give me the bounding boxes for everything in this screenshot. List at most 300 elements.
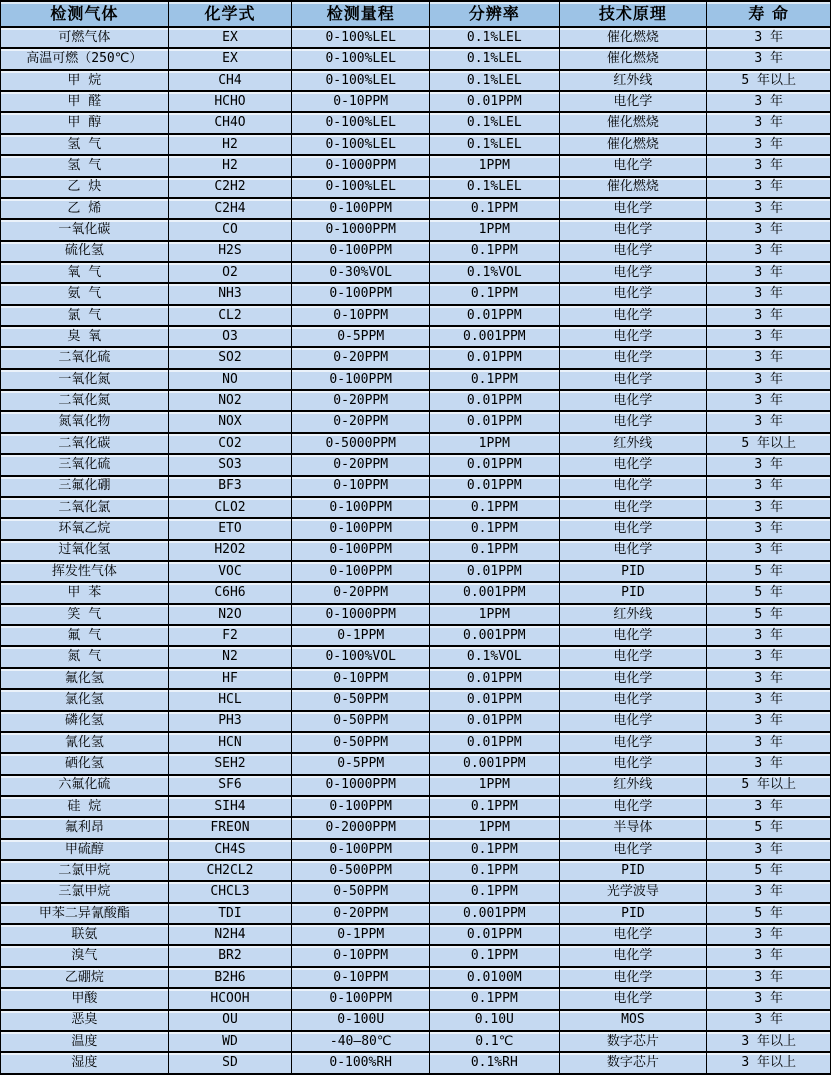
cell: 红外线 — [559, 775, 707, 796]
cell: 氮氧化物 — [1, 411, 169, 432]
cell: 0-30%VOL — [292, 262, 430, 283]
cell: 电化学 — [559, 711, 707, 732]
cell: 电化学 — [559, 668, 707, 689]
cell: MOS — [559, 1010, 707, 1031]
table-row — [1, 198, 831, 219]
cell: 电化学 — [559, 646, 707, 667]
cell: SIH4 — [168, 796, 292, 817]
table-row — [1, 668, 831, 689]
cell: H2S — [168, 241, 292, 262]
cell: 0-10PPM — [292, 91, 430, 112]
cell: 5 年以上 — [707, 433, 831, 454]
table-row — [1, 689, 831, 710]
cell: 5 年 — [707, 561, 831, 582]
cell: 0-100%LEL — [292, 177, 430, 198]
cell: 3 年 — [707, 625, 831, 646]
cell: 0-100PPM — [292, 988, 430, 1009]
table-row — [1, 945, 831, 966]
cell: 六氟化硫 — [1, 775, 169, 796]
cell: 3 年 — [707, 646, 831, 667]
cell: 0.1%LEL — [430, 48, 559, 69]
cell: 0-100%LEL — [292, 27, 430, 48]
cell: 0.1PPM — [430, 860, 559, 881]
cell: 电化学 — [559, 967, 707, 988]
cell: 电化学 — [559, 155, 707, 176]
cell: 3 年 — [707, 945, 831, 966]
cell: CO2 — [168, 433, 292, 454]
cell: 0.01PPM — [430, 411, 559, 432]
column-header: 分辨率 — [430, 1, 559, 27]
cell: 3 年 — [707, 839, 831, 860]
table-row — [1, 347, 831, 368]
cell: 乙硼烷 — [1, 967, 169, 988]
cell: 红外线 — [559, 433, 707, 454]
cell: 5 年 — [707, 817, 831, 838]
cell: 3 年 — [707, 988, 831, 1009]
cell: 0.01PPM — [430, 91, 559, 112]
cell: 氢 气 — [1, 155, 169, 176]
table-row — [1, 283, 831, 304]
cell: 电化学 — [559, 241, 707, 262]
cell: 0.1PPM — [430, 518, 559, 539]
cell: 0-50PPM — [292, 732, 430, 753]
table-row — [1, 241, 831, 262]
cell: 0-20PPM — [292, 454, 430, 475]
cell: 0.1%LEL — [430, 112, 559, 133]
cell: 甲 醛 — [1, 91, 169, 112]
table-row — [1, 1031, 831, 1052]
cell: 电化学 — [559, 476, 707, 497]
cell: 0-1PPM — [292, 625, 430, 646]
cell: HCHO — [168, 91, 292, 112]
cell: 3 年 — [707, 476, 831, 497]
cell: H2 — [168, 134, 292, 155]
cell: 0-20PPM — [292, 903, 430, 924]
cell: 0.1PPM — [430, 881, 559, 902]
cell: 1PPM — [430, 817, 559, 838]
cell: C2H4 — [168, 198, 292, 219]
cell: 3 年 — [707, 283, 831, 304]
cell: 溴气 — [1, 945, 169, 966]
cell: 0-100%LEL — [292, 134, 430, 155]
cell: 0-500PPM — [292, 860, 430, 881]
column-header: 化学式 — [168, 1, 292, 27]
cell: 0-10PPM — [292, 967, 430, 988]
cell: 3 年 — [707, 454, 831, 475]
table-row — [1, 70, 831, 91]
cell: 电化学 — [559, 198, 707, 219]
cell: BR2 — [168, 945, 292, 966]
cell: 3 年 — [707, 796, 831, 817]
cell: 3 年 — [707, 753, 831, 774]
cell: 催化燃烧 — [559, 27, 707, 48]
cell: SF6 — [168, 775, 292, 796]
cell: PID — [559, 561, 707, 582]
cell: 二氯甲烷 — [1, 860, 169, 881]
table-row — [1, 134, 831, 155]
cell: 0.01PPM — [430, 711, 559, 732]
cell: 催化燃烧 — [559, 177, 707, 198]
cell: PID — [559, 903, 707, 924]
cell: 0.01PPM — [430, 924, 559, 945]
cell: 0-1000PPM — [292, 155, 430, 176]
cell: 笑 气 — [1, 604, 169, 625]
cell: 3 年 — [707, 198, 831, 219]
cell: 红外线 — [559, 70, 707, 91]
cell: 温度 — [1, 1031, 169, 1052]
cell: 0.01PPM — [430, 561, 559, 582]
cell: 0.01PPM — [430, 305, 559, 326]
cell: NO2 — [168, 390, 292, 411]
cell: 0-100%RH — [292, 1052, 430, 1074]
cell: 0-1000PPM — [292, 219, 430, 240]
cell: NO — [168, 369, 292, 390]
cell: FREON — [168, 817, 292, 838]
cell: 乙 烯 — [1, 198, 169, 219]
cell: 3 年 — [707, 518, 831, 539]
table-row — [1, 625, 831, 646]
cell: 高温可燃（250℃） — [1, 48, 169, 69]
cell: 0.1℃ — [430, 1031, 559, 1052]
cell: NOX — [168, 411, 292, 432]
cell: 0.01PPM — [430, 476, 559, 497]
cell: 3 年 — [707, 390, 831, 411]
cell: 1PPM — [430, 155, 559, 176]
table-row — [1, 711, 831, 732]
cell: 0.01PPM — [430, 668, 559, 689]
cell: 0-10PPM — [292, 476, 430, 497]
cell: 氨 气 — [1, 283, 169, 304]
cell: 0.1PPM — [430, 945, 559, 966]
cell: 0.1%RH — [430, 1052, 559, 1074]
cell: O3 — [168, 326, 292, 347]
cell: 乙 炔 — [1, 177, 169, 198]
cell: 一氧化氮 — [1, 369, 169, 390]
cell: 二氧化硫 — [1, 347, 169, 368]
cell: 3 年 — [707, 411, 831, 432]
cell: 电化学 — [559, 924, 707, 945]
table-row — [1, 881, 831, 902]
table-row — [1, 924, 831, 945]
cell: 0.0100M — [430, 967, 559, 988]
cell: OU — [168, 1010, 292, 1031]
cell: CL2 — [168, 305, 292, 326]
cell: 联氨 — [1, 924, 169, 945]
cell: 0-20PPM — [292, 411, 430, 432]
cell: CH4O — [168, 112, 292, 133]
cell: 0.01PPM — [430, 689, 559, 710]
header-row — [1, 1, 831, 27]
table-row — [1, 582, 831, 603]
cell: 氟化氢 — [1, 668, 169, 689]
cell: 0-100PPM — [292, 497, 430, 518]
table-row — [1, 903, 831, 924]
cell: 0.10U — [430, 1010, 559, 1031]
cell: 0-2000PPM — [292, 817, 430, 838]
cell: 0.01PPM — [430, 454, 559, 475]
table-row — [1, 518, 831, 539]
table-row — [1, 753, 831, 774]
cell: 0.1%VOL — [430, 646, 559, 667]
cell: 0.1PPM — [430, 796, 559, 817]
cell: 红外线 — [559, 604, 707, 625]
table-row — [1, 732, 831, 753]
cell: 0.1%LEL — [430, 177, 559, 198]
table-row — [1, 155, 831, 176]
cell: N2O — [168, 604, 292, 625]
cell: 0.1%LEL — [430, 27, 559, 48]
cell: 光学波导 — [559, 881, 707, 902]
table-row — [1, 219, 831, 240]
cell: 0.1PPM — [430, 988, 559, 1009]
cell: 0.1PPM — [430, 369, 559, 390]
cell: 氢 气 — [1, 134, 169, 155]
cell: 二氧化氮 — [1, 390, 169, 411]
cell: 3 年 — [707, 155, 831, 176]
table-row — [1, 305, 831, 326]
table-row — [1, 433, 831, 454]
cell: 0.1PPM — [430, 839, 559, 860]
cell: 三氯甲烷 — [1, 881, 169, 902]
cell: 0-10PPM — [292, 668, 430, 689]
cell: 0.001PPM — [430, 326, 559, 347]
table-row — [1, 27, 831, 48]
cell: 电化学 — [559, 219, 707, 240]
cell: SO3 — [168, 454, 292, 475]
cell: 0-100%VOL — [292, 646, 430, 667]
cell: TDI — [168, 903, 292, 924]
cell: O2 — [168, 262, 292, 283]
cell: 3 年 — [707, 134, 831, 155]
cell: 0-1PPM — [292, 924, 430, 945]
cell: 0.1%LEL — [430, 70, 559, 91]
cell: 0.1PPM — [430, 198, 559, 219]
cell: 硫化氢 — [1, 241, 169, 262]
cell: 电化学 — [559, 689, 707, 710]
cell: 0-5PPM — [292, 326, 430, 347]
column-header: 寿 命 — [707, 1, 831, 27]
cell: 过氧化氢 — [1, 540, 169, 561]
cell: 3 年 — [707, 881, 831, 902]
cell: 0-50PPM — [292, 689, 430, 710]
table-row — [1, 860, 831, 881]
cell: 3 年 — [707, 967, 831, 988]
cell: B2H6 — [168, 967, 292, 988]
cell: CLO2 — [168, 497, 292, 518]
column-header: 技术原理 — [559, 1, 707, 27]
cell: SEH2 — [168, 753, 292, 774]
table-row — [1, 48, 831, 69]
cell: 电化学 — [559, 625, 707, 646]
cell: 0-5000PPM — [292, 433, 430, 454]
cell: F2 — [168, 625, 292, 646]
cell: 电化学 — [559, 347, 707, 368]
cell: PH3 — [168, 711, 292, 732]
cell: HCL — [168, 689, 292, 710]
cell: 湿度 — [1, 1052, 169, 1074]
cell: BF3 — [168, 476, 292, 497]
cell: H2 — [168, 155, 292, 176]
cell: 5 年以上 — [707, 70, 831, 91]
cell: 电化学 — [559, 369, 707, 390]
cell: VOC — [168, 561, 292, 582]
cell: 0-1000PPM — [292, 775, 430, 796]
cell: 3 年 — [707, 27, 831, 48]
cell: HCN — [168, 732, 292, 753]
cell: 催化燃烧 — [559, 48, 707, 69]
cell: 3 年 — [707, 305, 831, 326]
cell: 0-100U — [292, 1010, 430, 1031]
cell: 0-50PPM — [292, 711, 430, 732]
cell: 3 年 — [707, 1010, 831, 1031]
cell: 0-1000PPM — [292, 604, 430, 625]
cell: 0-100PPM — [292, 198, 430, 219]
cell: 二氧化碳 — [1, 433, 169, 454]
cell: HF — [168, 668, 292, 689]
table-row — [1, 796, 831, 817]
cell: 0.1%LEL — [430, 134, 559, 155]
cell: 1PPM — [430, 775, 559, 796]
cell: 3 年 — [707, 219, 831, 240]
table-row — [1, 967, 831, 988]
cell: 3 年 — [707, 369, 831, 390]
cell: 5 年 — [707, 604, 831, 625]
cell: 催化燃烧 — [559, 112, 707, 133]
cell: 0.1PPM — [430, 540, 559, 561]
cell: 电化学 — [559, 390, 707, 411]
cell: 0.01PPM — [430, 732, 559, 753]
cell: 环氧乙烷 — [1, 518, 169, 539]
cell: 氧 气 — [1, 262, 169, 283]
cell: 3 年 — [707, 711, 831, 732]
cell: 3 年 — [707, 689, 831, 710]
column-header: 检测量程 — [292, 1, 430, 27]
table-row — [1, 497, 831, 518]
cell: H2O2 — [168, 540, 292, 561]
cell: CO — [168, 219, 292, 240]
cell: 0-100%LEL — [292, 70, 430, 91]
cell: 1PPM — [430, 219, 559, 240]
cell: 5 年 — [707, 582, 831, 603]
cell: 0.1PPM — [430, 241, 559, 262]
table-row — [1, 561, 831, 582]
cell: 电化学 — [559, 305, 707, 326]
cell: 氟利昂 — [1, 817, 169, 838]
cell: CH2CL2 — [168, 860, 292, 881]
cell: WD — [168, 1031, 292, 1052]
table-row — [1, 476, 831, 497]
cell: SD — [168, 1052, 292, 1074]
table-row — [1, 112, 831, 133]
cell: 0.1PPM — [430, 283, 559, 304]
cell: SO2 — [168, 347, 292, 368]
table-row — [1, 91, 831, 112]
cell: 3 年 — [707, 540, 831, 561]
cell: 甲 醇 — [1, 112, 169, 133]
cell: 3 年 — [707, 326, 831, 347]
cell: 电化学 — [559, 326, 707, 347]
cell: 磷化氢 — [1, 711, 169, 732]
cell: 电化学 — [559, 796, 707, 817]
table-row — [1, 540, 831, 561]
table-row — [1, 369, 831, 390]
cell: 数字芯片 — [559, 1031, 707, 1052]
cell: 3 年 — [707, 48, 831, 69]
cell: 3 年 — [707, 924, 831, 945]
cell: NH3 — [168, 283, 292, 304]
cell: 电化学 — [559, 283, 707, 304]
cell: 0-100PPM — [292, 283, 430, 304]
cell: 电化学 — [559, 540, 707, 561]
cell: 电化学 — [559, 753, 707, 774]
cell: 三氧化硫 — [1, 454, 169, 475]
cell: 3 年 — [707, 732, 831, 753]
cell: 0-20PPM — [292, 347, 430, 368]
cell: 0-100PPM — [292, 241, 430, 262]
table-row — [1, 262, 831, 283]
cell: 氰化氢 — [1, 732, 169, 753]
cell: 3 年 — [707, 497, 831, 518]
cell: 半导体 — [559, 817, 707, 838]
table-row — [1, 411, 831, 432]
cell: 0.001PPM — [430, 582, 559, 603]
cell: EX — [168, 48, 292, 69]
table-row — [1, 1052, 831, 1074]
cell: 0-100%LEL — [292, 112, 430, 133]
table-row — [1, 988, 831, 1009]
cell: 3 年 — [707, 177, 831, 198]
cell: 三氟化硼 — [1, 476, 169, 497]
cell: 甲苯二异氰酸酯 — [1, 903, 169, 924]
cell: EX — [168, 27, 292, 48]
cell: 甲酸 — [1, 988, 169, 1009]
cell: HCOOH — [168, 988, 292, 1009]
cell: 5 年 — [707, 903, 831, 924]
cell: 1PPM — [430, 604, 559, 625]
cell: -40—80℃ — [292, 1031, 430, 1052]
cell: 0-50PPM — [292, 881, 430, 902]
cell: 3 年 — [707, 91, 831, 112]
cell: 氯化氢 — [1, 689, 169, 710]
cell: 0-10PPM — [292, 945, 430, 966]
cell: 0-100PPM — [292, 369, 430, 390]
cell: 0-10PPM — [292, 305, 430, 326]
cell: 甲硫醇 — [1, 839, 169, 860]
cell: 数字芯片 — [559, 1052, 707, 1074]
cell: 0.01PPM — [430, 347, 559, 368]
cell: 5 年以上 — [707, 775, 831, 796]
cell: 0.001PPM — [430, 753, 559, 774]
cell: C6H6 — [168, 582, 292, 603]
cell: 硅 烷 — [1, 796, 169, 817]
cell: 电化学 — [559, 839, 707, 860]
cell: 一氧化碳 — [1, 219, 169, 240]
cell: 3 年 — [707, 241, 831, 262]
cell: 电化学 — [559, 497, 707, 518]
cell: 1PPM — [430, 433, 559, 454]
cell: 挥发性气体 — [1, 561, 169, 582]
cell: 电化学 — [559, 411, 707, 432]
table-row — [1, 775, 831, 796]
cell: 硒化氢 — [1, 753, 169, 774]
cell: 氮 气 — [1, 646, 169, 667]
cell: 氯 气 — [1, 305, 169, 326]
cell: 甲 苯 — [1, 582, 169, 603]
cell: 3 年以上 — [707, 1052, 831, 1074]
cell: C2H2 — [168, 177, 292, 198]
cell: 臭 氧 — [1, 326, 169, 347]
cell: 0-5PPM — [292, 753, 430, 774]
